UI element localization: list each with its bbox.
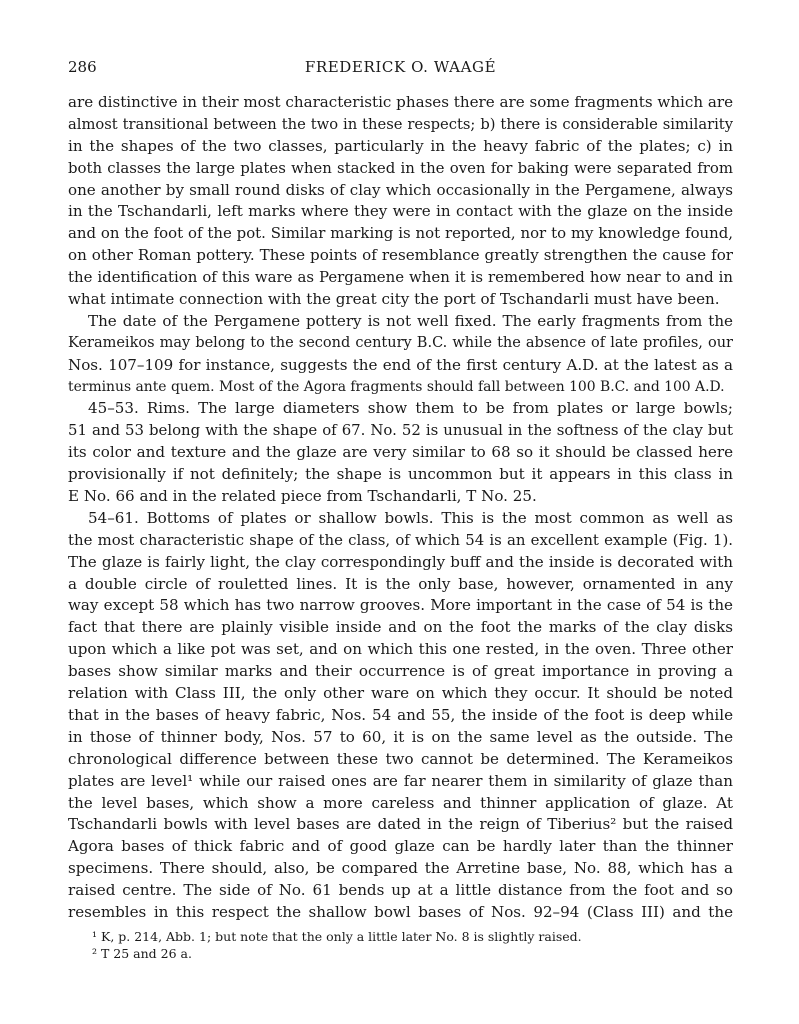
text-line: in those of thinner body, Nos. 57 to 60, it is on the same level as the outside. The: [68, 727, 733, 746]
text-line: 51 and 53 belong with the shape of 67. No. 52 is unusual in the softness of the clay but: [68, 421, 733, 440]
text-line: one another by small round disks of clay which occasionally in the Pergamene, always: [68, 180, 733, 199]
text-line: provisionally if not definitely; the shape is uncommon but it appears in this class in: [68, 465, 733, 484]
text-line: the identification of this ware as Pergamene when it is remembered how near to and in: [68, 268, 733, 287]
text-line: chronological difference between these two cannot be determined. The Kerameikos: [68, 749, 733, 768]
text-line: in the shapes of the two classes, particularly in the heavy fabric of the plates; c) in: [68, 136, 733, 155]
running-head: FREDERICK O. WAAGÉ: [304, 58, 497, 76]
text-line: a double circle of rouletted lines. It is the only base, however, ornamented in any: [68, 574, 733, 593]
text-line: in the Tschandarli, left marks where they were in contact with the glaze on the inside: [68, 202, 733, 221]
text-line: specimens. There should, also, be compared the Arretine base, No. 88, which has a: [68, 859, 733, 878]
text-line: are distinctive in their most characteristic phases there are some fragments which are: [68, 93, 733, 111]
text-line: raised centre. The side of No. 61 bends up at a little distance from the foot and so: [68, 881, 733, 900]
text-line: Agora bases of thick fabric and of good glaze can be hardly later than the thinner: [68, 837, 733, 856]
text-line: terminus ante quem. Most of the Agora fragments should fall between 100 B.C. and 100 A.D.: [68, 378, 725, 395]
text-line: The date of the Pergamene pottery is not well fixed. The early fragments from the: [88, 311, 733, 330]
text-line: Nos. 107–109 for instance, suggests the end of the first century A.D. at the latest as a: [68, 355, 733, 374]
footnote: ² T 25 and 26 a.: [92, 946, 192, 961]
text-line: way except 58 which has two narrow grooves. More important in the case of 54 is the: [68, 596, 733, 615]
text-line: on other Roman pottery. These points of resemblance greatly strengthen the cause for: [68, 246, 733, 265]
text-line: fact that there are plainly visible inside and on the foot the marks of the clay disks: [68, 618, 733, 637]
text-line: what intimate connection with the great city the port of Tschandarli must have been.: [68, 290, 720, 309]
footnote: ¹ K, p. 214, Abb. 1; but note that the only a little later No. 8 is slightly raised.: [92, 929, 582, 944]
text-line: relation with Class III, the only other ware on which they occur. It should be noted: [68, 684, 733, 703]
text-line: almost transitional between the two in these respects; b) there is considerable similarity: [68, 115, 733, 133]
text-line: plates are level¹ while our raised ones are far nearer them in similarity of glaze than: [68, 771, 733, 790]
text-line: its color and texture and the glaze are very similar to 68 so it should be classed here: [68, 443, 733, 462]
text-line: 54–61. Bottoms of plates or shallow bowls. This is the most common as well as: [88, 508, 733, 527]
page-number: 286: [68, 58, 97, 76]
text-line: The glaze is fairly light, the clay correspondingly buff and the inside is decorated with: [68, 552, 733, 571]
page-header: [68, 58, 733, 78]
text-line: Kerameikos may belong to the second century B.C. while the absence of late profiles, our: [68, 334, 733, 351]
text-line: 45–53. Rims. The large diameters show them to be from plates or large bowls;: [88, 399, 733, 418]
text-line: and on the foot of the pot. Similar marking is not reported, nor to my knowledge found,: [68, 224, 733, 243]
text-line: both classes the large plates when stacked in the oven for baking were separated from: [68, 158, 733, 177]
text-line: bases show similar marks and their occurrence is of great importance in proving a: [68, 662, 733, 681]
text-line: resembles in this respect the shallow bowl bases of Nos. 92–94 (Class III) and the: [68, 902, 733, 921]
footnotes: [92, 928, 732, 962]
text-line: that in the bases of heavy fabric, Nos. 54 and 55, the inside of the foot is deep while: [68, 705, 733, 724]
text-line: E No. 66 and in the related piece from Tschandarli, T No. 25.: [68, 487, 537, 506]
text-line: the level bases, which show a more careless and thinner application of glaze. At: [68, 793, 733, 812]
text-line: the most characteristic shape of the class, of which 54 is an excellent example (Fig. 1).: [68, 530, 733, 549]
text-line: upon which a like pot was set, and on which this one rested, in the oven. Three other: [68, 640, 733, 659]
text-line: Tschandarli bowls with level bases are dated in the reign of Tiberius² but the raised: [68, 815, 733, 834]
body-text: [68, 92, 733, 924]
